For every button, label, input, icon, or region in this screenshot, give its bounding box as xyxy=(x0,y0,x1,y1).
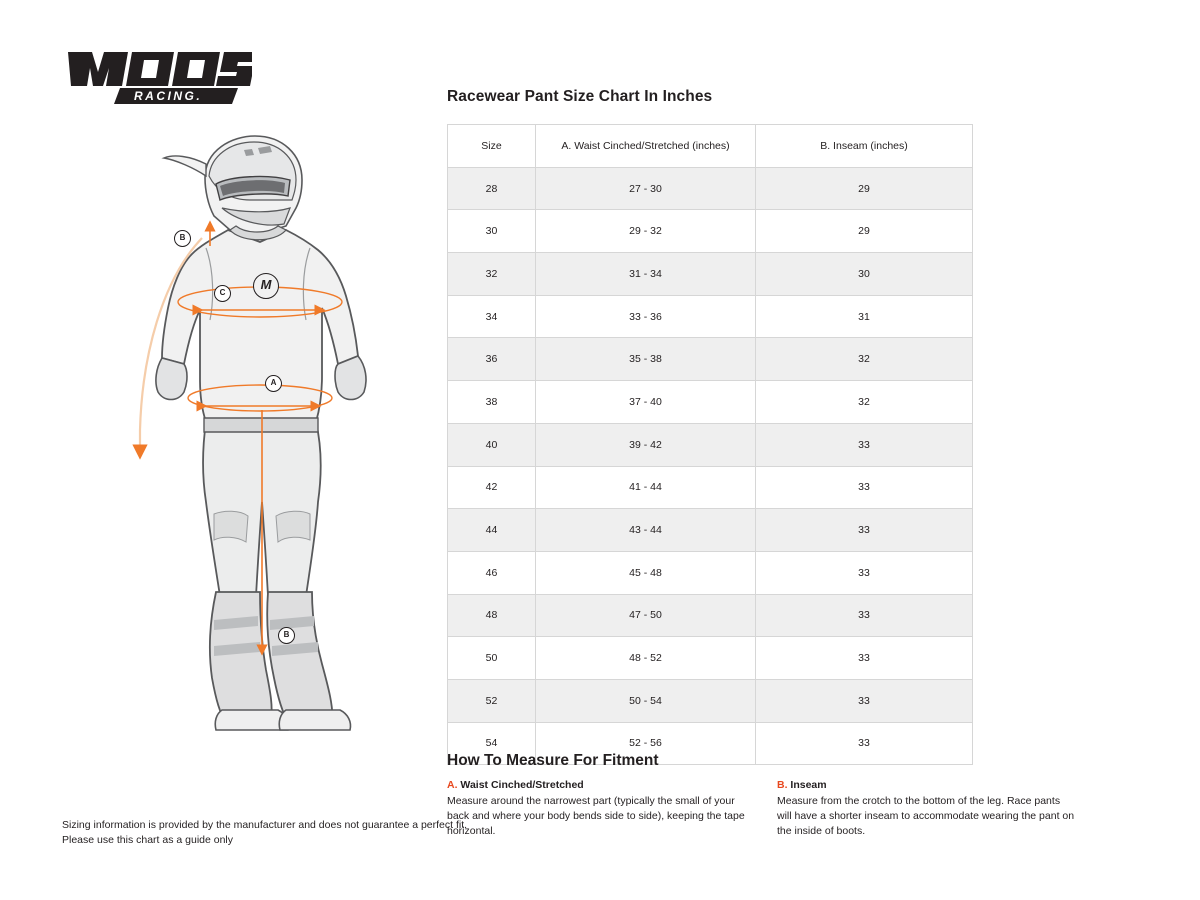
table-row xyxy=(448,466,973,509)
cell-inseam: 33 xyxy=(756,509,973,552)
svg-text:RACING.: RACING. xyxy=(134,89,203,103)
table-row xyxy=(448,423,973,466)
cell-waist: 35 - 38 xyxy=(536,338,756,381)
callout-a-waist: A xyxy=(265,375,282,392)
table-row xyxy=(448,509,973,552)
cell-inseam: 32 xyxy=(756,381,973,424)
howto-body: Measure around the narrowest part (typically the small of your back and where your body bends side to side), keeping the tape horizontal. xyxy=(447,795,745,837)
right-panel xyxy=(447,0,1177,900)
cell-inseam: 33 xyxy=(756,637,973,680)
cell-inseam: 32 xyxy=(756,338,973,381)
howto-heading-text: Waist Cinched/Stretched xyxy=(460,779,584,791)
table-row xyxy=(448,594,973,637)
disclaimer xyxy=(62,818,468,848)
cell-waist: 31 - 34 xyxy=(536,253,756,296)
cell-inseam: 33 xyxy=(756,594,973,637)
boots xyxy=(210,592,351,730)
cell-waist: 43 - 44 xyxy=(536,509,756,552)
cell-inseam: 29 xyxy=(756,210,973,253)
rider-figure-svg xyxy=(110,130,410,750)
table-row xyxy=(448,338,973,381)
cell-inseam: 31 xyxy=(756,295,973,338)
table-row xyxy=(448,210,973,253)
cell-waist: 48 - 52 xyxy=(536,637,756,680)
cell-size: 40 xyxy=(448,423,536,466)
cell-waist: 47 - 50 xyxy=(536,594,756,637)
column-header-size: Size xyxy=(448,125,536,168)
cell-size: 42 xyxy=(448,466,536,509)
howto-letter: A. xyxy=(447,779,458,791)
cell-inseam: 33 xyxy=(756,679,973,722)
cell-size: 46 xyxy=(448,551,536,594)
page-title: Racewear Pant Size Chart In Inches xyxy=(447,88,713,105)
howto-heading-text: Inseam xyxy=(790,779,827,791)
rider-measurement-figure xyxy=(110,130,410,750)
table-row xyxy=(448,167,973,210)
cell-size: 52 xyxy=(448,679,536,722)
table-row xyxy=(448,381,973,424)
cell-waist: 41 - 44 xyxy=(536,466,756,509)
cell-size: 36 xyxy=(448,338,536,381)
cell-waist: 45 - 48 xyxy=(536,551,756,594)
cell-waist: 29 - 32 xyxy=(536,210,756,253)
cell-inseam: 33 xyxy=(756,551,973,594)
table-row xyxy=(448,295,973,338)
cell-size: 32 xyxy=(448,253,536,296)
cell-waist: 39 - 42 xyxy=(536,423,756,466)
howto-heading xyxy=(777,779,1077,791)
howto-body: Measure from the crotch to the bottom of the leg. Race pants will have a shorter inseam to accommodate wearing the pant on the inside of boots. xyxy=(777,795,1075,837)
cell-inseam: 30 xyxy=(756,253,973,296)
disclaimer-line-2: Please use this chart as a guide only xyxy=(62,834,234,847)
howto-letter: B. xyxy=(777,779,788,791)
moose-racing-logo xyxy=(62,48,252,106)
cell-size: 44 xyxy=(448,509,536,552)
cell-size: 54 xyxy=(448,722,536,765)
moose-racing-logo-svg xyxy=(62,48,252,106)
callout-b-top: B xyxy=(174,230,191,247)
column-header-waist: A. Waist Cinched/Stretched (inches) xyxy=(536,125,756,168)
cell-size: 38 xyxy=(448,381,536,424)
cell-size: 34 xyxy=(448,295,536,338)
helmet xyxy=(164,136,302,234)
cell-size: 50 xyxy=(448,637,536,680)
cell-size: 28 xyxy=(448,167,536,210)
table-row xyxy=(448,679,973,722)
table-row xyxy=(448,551,973,594)
cell-waist: 52 - 56 xyxy=(536,722,756,765)
column-header-inseam: B. Inseam (inches) xyxy=(756,125,973,168)
left-panel xyxy=(0,0,468,900)
cell-inseam: 33 xyxy=(756,423,973,466)
table-row xyxy=(448,253,973,296)
cell-size: 48 xyxy=(448,594,536,637)
size-chart-table xyxy=(447,124,973,765)
disclaimer-line-1: Sizing information is provided by the manufacturer and does not guarantee a perfect fit. xyxy=(62,819,468,831)
moose-chest-logo-mark: M xyxy=(253,273,279,299)
table-row xyxy=(448,637,973,680)
cell-waist: 37 - 40 xyxy=(536,381,756,424)
jersey xyxy=(162,226,358,422)
cell-waist: 33 - 36 xyxy=(536,295,756,338)
how-to-measure-section xyxy=(447,752,1087,839)
callout-b-inseam: B xyxy=(278,627,295,644)
callout-c-chest: C xyxy=(214,285,231,302)
how-to-measure-title: How To Measure For Fitment xyxy=(447,752,659,769)
howto-heading xyxy=(447,779,747,791)
cell-inseam: 33 xyxy=(756,722,973,765)
cell-waist: 27 - 30 xyxy=(536,167,756,210)
cell-size: 30 xyxy=(448,210,536,253)
cell-inseam: 33 xyxy=(756,466,973,509)
cell-waist: 50 - 54 xyxy=(536,679,756,722)
table-header-row xyxy=(448,125,973,168)
cell-inseam: 29 xyxy=(756,167,973,210)
howto-item-inseam xyxy=(777,779,1077,839)
howto-item-waist xyxy=(447,779,747,839)
